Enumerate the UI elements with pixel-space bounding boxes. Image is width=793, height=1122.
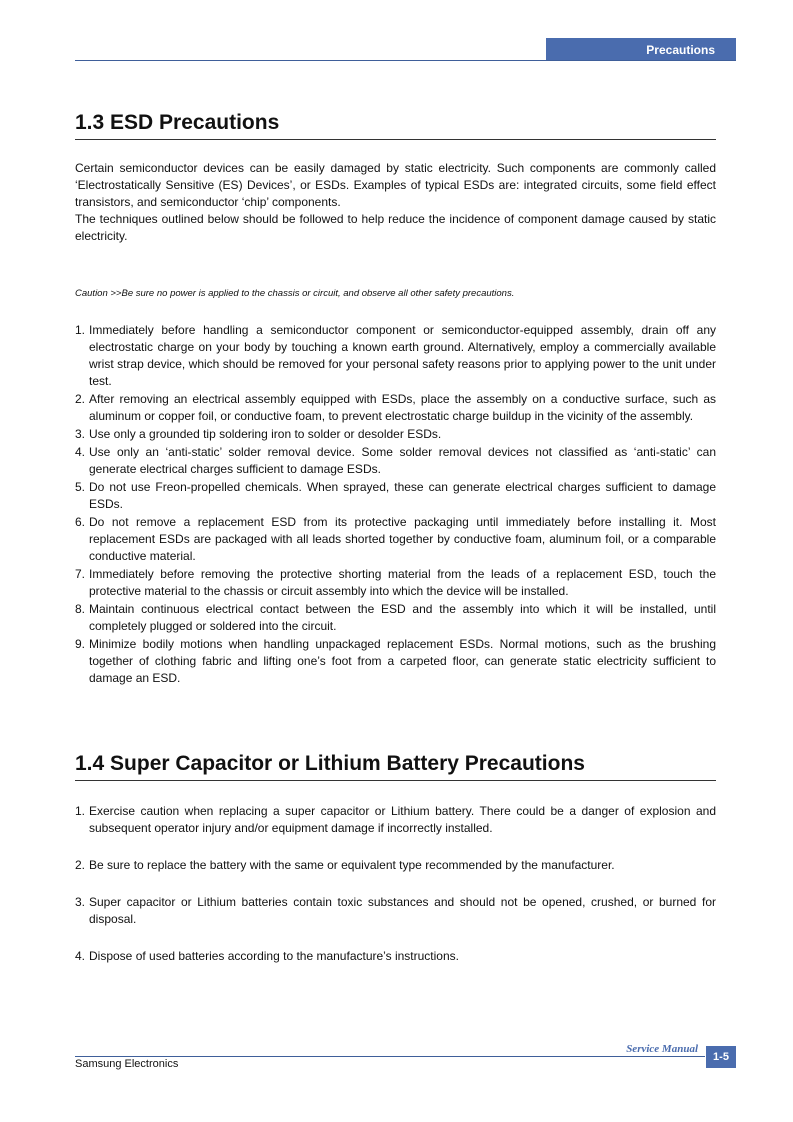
esd-intro [75, 160, 716, 245]
list-item [75, 514, 716, 565]
list-item [75, 444, 716, 478]
header-section-tab: Precautions [546, 38, 736, 60]
page-number: 1-5 [706, 1046, 736, 1068]
list-item-text: Use only a grounded tip soldering iron to solder or desolder ESDs. [89, 427, 442, 441]
section-title-esd: 1.3 ESD Precautions [75, 110, 716, 140]
list-item-text: Dispose of used batteries according to the manufacture’s instructions. [89, 949, 459, 963]
footer-rule [75, 1056, 705, 1057]
list-item-text: Do not remove a replacement ESD from its protective packaging until immediately before installing it. Most replacement ESDs are packaged with all leads shorted together by conductive foam, aluminum foil, or a comparable conductive material. [89, 515, 716, 563]
list-item-number: 2. [75, 392, 86, 406]
list-item-text: Be sure to replace the battery with the same or equivalent type recommended by the manufacturer. [89, 858, 615, 872]
esd-intro-paragraph-1: Certain semiconductor devices can be easily damaged by static electricity. Such components are commonly called ‘Electrostatically Sensitive (ES) Devices’, or ESDs. Examples of typical ESDs are: integrated circuits, some field effect transistors, and semiconductor ‘chip’ components. [75, 161, 716, 209]
list-item-number: 2. [75, 858, 86, 872]
caution-note: Caution >>Be sure no power is applied to the chassis or circuit, and observe all other safety precautions. [75, 288, 515, 299]
list-item-number: 6. [75, 515, 86, 529]
section-title-battery: 1.4 Super Capacitor or Lithium Battery Precautions [75, 751, 716, 781]
list-item-text: Maintain continuous electrical contact between the ESD and the assembly into which it will be installed, until completely plugged or soldered into the circuit. [89, 602, 716, 633]
list-item [75, 803, 716, 837]
list-item-number: 1. [75, 804, 86, 818]
list-item-text: Minimize bodily motions when handling unpackaged replacement ESDs. Normal motions, such as the brushing together of clothing fabric and lifting one’s foot from a carpeted floor, can generate static electricity sufficient to damage an ESD. [89, 637, 716, 685]
list-item-text: Immediately before handling a semiconductor component or semiconductor-equipped assembly, drain off any electrostatic charge on your body by touching a known earth ground. Alternatively, employ a commercially available wrist strap device, which should be removed for your personal safety reasons prior to applying power to the unit under test. [89, 323, 716, 388]
list-item-number: 3. [75, 427, 86, 441]
footer-company: Samsung Electronics [75, 1058, 179, 1070]
footer-manual-label: Service Manual [626, 1043, 698, 1055]
list-item-number: 7. [75, 567, 86, 581]
list-item-text: After removing an electrical assembly equipped with ESDs, place the assembly on a conductive surface, such as aluminum or copper foil, or conductive foam, to prevent electrostatic charge buildup in the vicinity of the assembly. [89, 392, 716, 423]
header-rule [75, 60, 736, 61]
list-item-number: 4. [75, 445, 86, 459]
list-item-text: Immediately before removing the protective shorting material from the leads of a replacement ESD, touch the protective material to the chassis or circuit assembly into which the device will be installed. [89, 567, 716, 598]
list-item [75, 894, 716, 928]
list-item [75, 948, 716, 965]
list-item-number: 3. [75, 895, 86, 909]
list-item-text: Do not use Freon-propelled chemicals. When sprayed, these can generate electrical charges sufficient to damage ESDs. [89, 480, 716, 511]
list-item [75, 601, 716, 635]
list-item-text: Use only an ‘anti-static’ solder removal device. Some solder removal devices not classified as ‘anti-static’ can generate electrical charges sufficient to damage ESDs. [89, 445, 716, 476]
list-item [75, 857, 716, 874]
list-item-text: Exercise caution when replacing a super capacitor or Lithium battery. There could be a danger of explosion and subsequent operator injury and/or equipment damage if incorrectly installed. [89, 804, 716, 835]
esd-precautions-list [75, 322, 716, 688]
list-item [75, 566, 716, 600]
list-item [75, 479, 716, 513]
list-item [75, 426, 716, 443]
list-item-number: 5. [75, 480, 86, 494]
list-item [75, 391, 716, 425]
esd-intro-paragraph-2: The techniques outlined below should be followed to help reduce the incidence of component damage caused by static electricity. [75, 212, 716, 243]
list-item-number: 4. [75, 949, 86, 963]
list-item-number: 9. [75, 637, 86, 651]
list-item-text: Super capacitor or Lithium batteries contain toxic substances and should not be opened, crushed, or burned for disposal. [89, 895, 716, 926]
list-item-number: 8. [75, 602, 86, 616]
list-item [75, 322, 716, 390]
battery-precautions-list [75, 803, 716, 985]
list-item-number: 1. [75, 323, 86, 337]
list-item [75, 636, 716, 687]
